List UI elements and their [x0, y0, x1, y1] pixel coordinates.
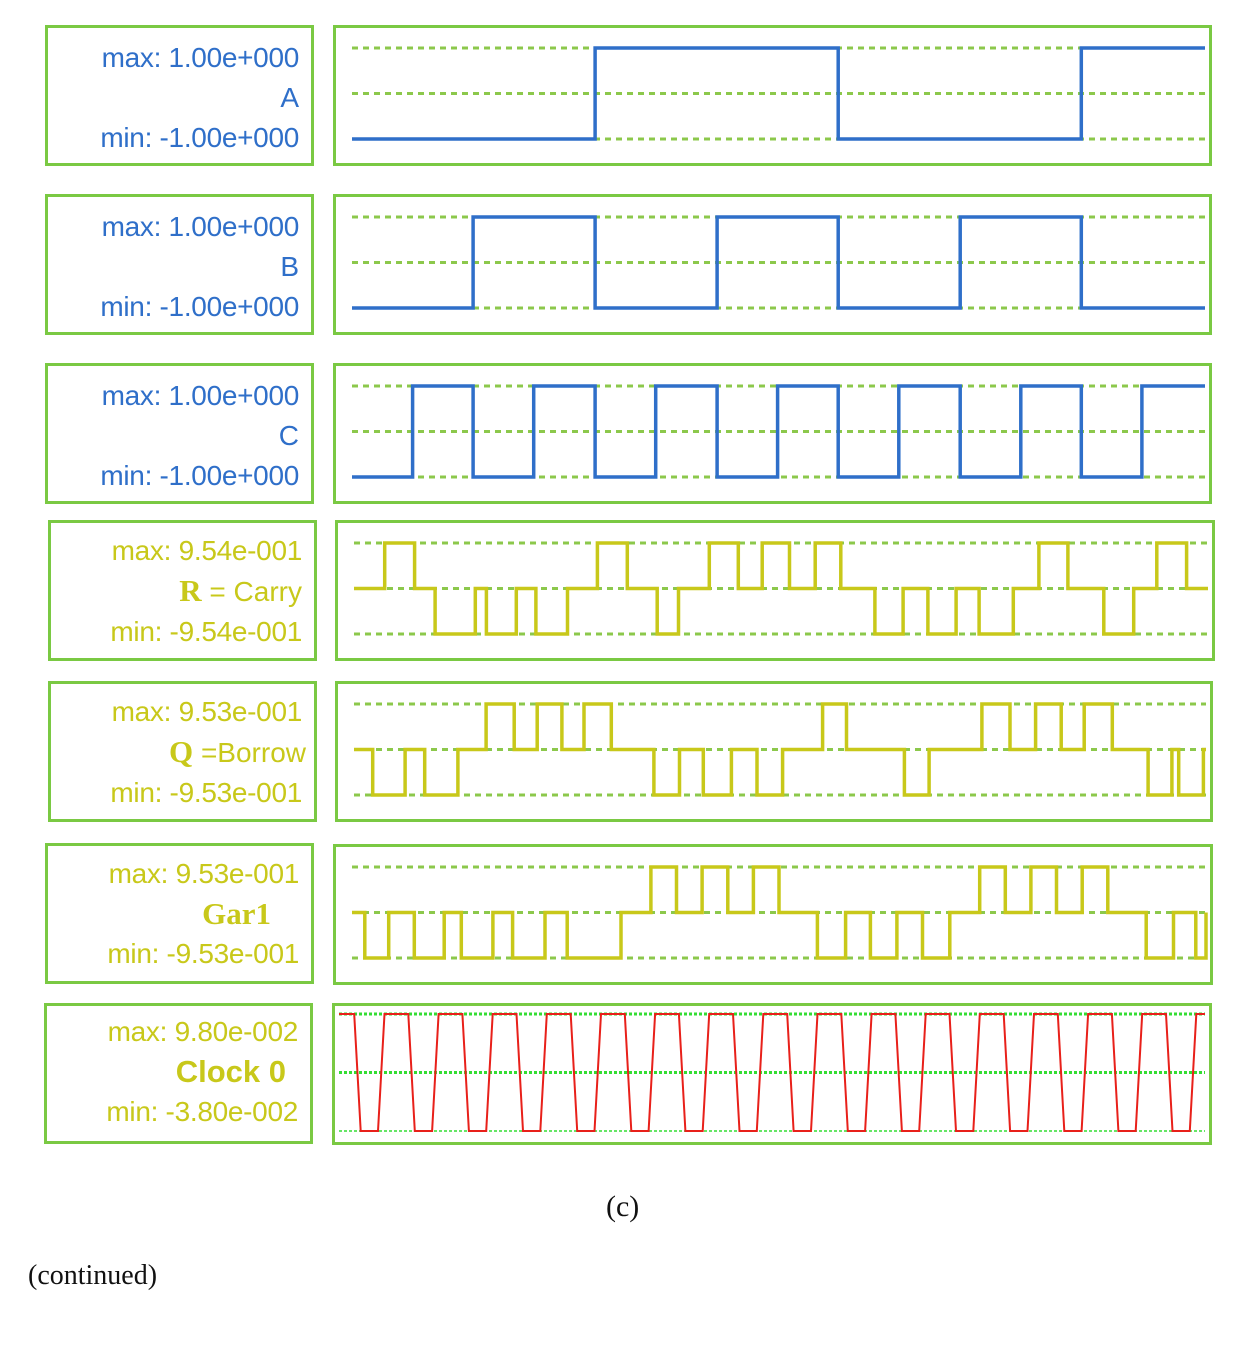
- channel-min-value: min: -1.00e+000: [100, 460, 299, 491]
- waveform-plot: [335, 1006, 1215, 1148]
- channel-label-clock0: [44, 1003, 313, 1144]
- channel-name: A: [280, 82, 299, 113]
- channel-label-gar1: [45, 843, 314, 984]
- waveform-plot: [338, 684, 1216, 825]
- waveform-trace: [352, 867, 1206, 958]
- channel-label-carry: [48, 520, 317, 661]
- waveform-trace: [354, 543, 1208, 634]
- waveform-plot: [336, 28, 1215, 169]
- channel-name: C: [278, 420, 299, 451]
- channel-name: [51, 732, 306, 773]
- waveform-panel-borrow: [335, 681, 1213, 822]
- waveform-trace: [352, 48, 1205, 139]
- channel-max-value: max: 1.00e+000: [101, 380, 299, 411]
- channel-label-borrow: [48, 681, 317, 822]
- waveform-panel-a: [333, 25, 1212, 166]
- channel-name: Gar1: [202, 896, 271, 931]
- channel-min-value: min: -9.54e-001: [110, 616, 302, 647]
- channel-name: B: [280, 251, 299, 282]
- channel-name-text: =Borrow: [193, 737, 306, 768]
- waveform-panel-gar1: [333, 844, 1213, 985]
- channel-max-value: max: 9.54e-001: [111, 535, 302, 566]
- waveform-plot: [338, 523, 1218, 664]
- waveform-plot: [336, 366, 1215, 507]
- channel-max-value: max: 1.00e+000: [101, 42, 299, 73]
- channel-name-text: = Carry: [201, 576, 302, 607]
- waveform-panel-b: [333, 194, 1212, 335]
- subfigure-label: (c): [606, 1190, 640, 1223]
- channel-min-value: min: -9.53e-001: [110, 777, 302, 808]
- channel-max-value: max: 9.53e-001: [111, 696, 302, 727]
- channel-max-value: max: 9.53e-001: [108, 858, 299, 889]
- channel-name: [51, 571, 302, 612]
- continued-label: (continued): [28, 1260, 158, 1291]
- waveform-trace: [352, 217, 1205, 308]
- channel-max-value: max: 1.00e+000: [101, 211, 299, 242]
- waveform-panel-clock0: [332, 1003, 1212, 1145]
- channel-label-c: [45, 363, 314, 504]
- channel-label-a: [45, 25, 314, 166]
- waveform-panel-carry: [335, 520, 1215, 661]
- channel-min-value: min: -3.80e-002: [106, 1096, 298, 1127]
- channel-max-value: max: 9.80e-002: [107, 1016, 298, 1047]
- channel-name-symbol: Q: [169, 734, 194, 769]
- waveform-plot: [336, 197, 1215, 338]
- waveform-trace: [354, 704, 1206, 795]
- channel-label-b: [45, 194, 314, 335]
- channel-min-value: min: -1.00e+000: [100, 291, 299, 322]
- channel-min-value: min: -1.00e+000: [100, 122, 299, 153]
- waveform-panel-c: [333, 363, 1212, 504]
- channel-name: Clock 0: [175, 1054, 286, 1089]
- waveform-trace: [352, 386, 1205, 477]
- channel-min-value: min: -9.53e-001: [107, 938, 299, 969]
- channel-name-symbol: R: [179, 573, 202, 608]
- waveform-plot: [336, 847, 1216, 988]
